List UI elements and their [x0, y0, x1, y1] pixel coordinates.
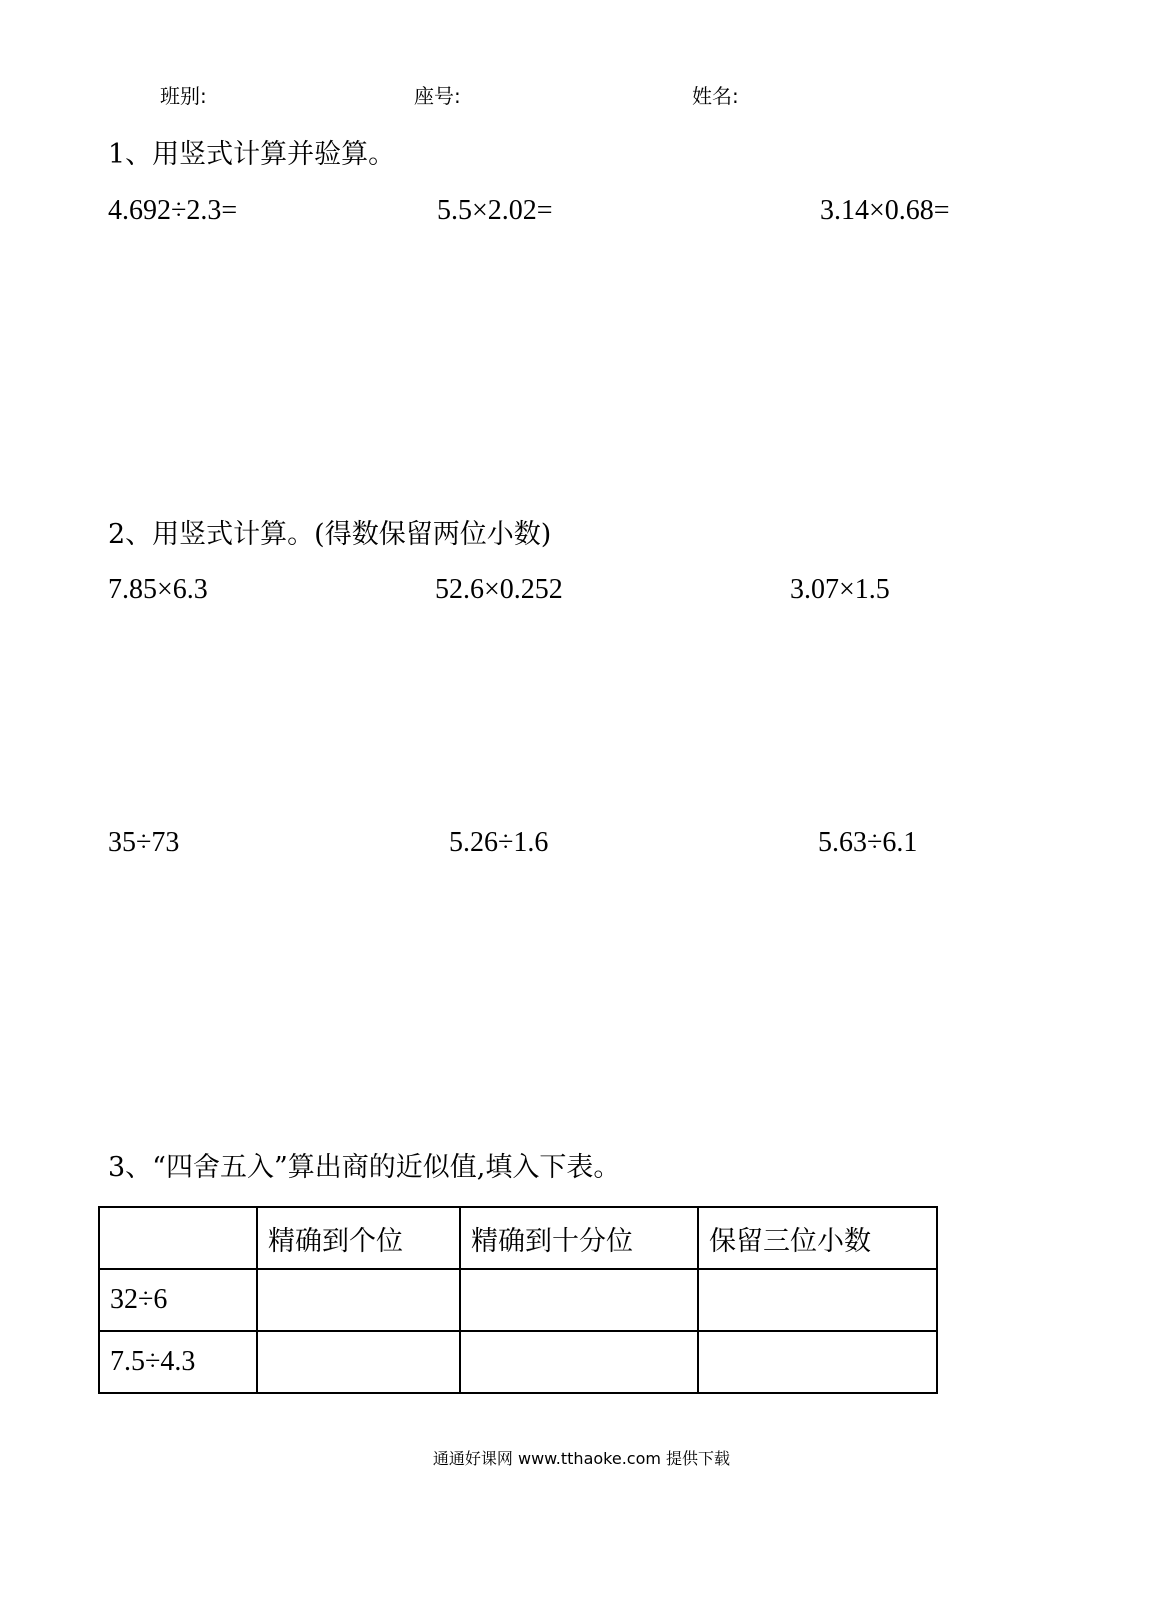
q1-expression-3: 3.14×0.68=	[820, 195, 950, 226]
name-label: 姓名:	[692, 84, 739, 108]
q2-expression-2: 52.6×0.252	[435, 574, 563, 605]
table-header-cell-ones: 精确到个位	[257, 1207, 460, 1269]
q2-expression-5: 5.26÷1.6	[449, 827, 549, 858]
table-cell-answer	[698, 1269, 937, 1331]
class-label: 班别:	[160, 84, 207, 108]
table-cell-answer	[460, 1331, 698, 1393]
question-2-title: 2、用竖式计算。(得数保留两位小数)	[108, 519, 552, 550]
table-cell-answer	[460, 1269, 698, 1331]
q1-expression-2: 5.5×2.02=	[437, 195, 553, 226]
approximation-table	[98, 1206, 938, 1394]
table-cell-answer	[257, 1331, 460, 1393]
table-header-row	[99, 1207, 937, 1269]
question-3-title: 3、“四舍五入”算出商的近似值,填入下表。	[108, 1152, 621, 1183]
table-row-label: 32÷6	[99, 1269, 257, 1331]
table-row	[99, 1269, 937, 1331]
q2-expression-4: 35÷73	[108, 827, 180, 858]
table-header-cell-tenths: 精确到十分位	[460, 1207, 698, 1269]
q2-expression-1: 7.85×6.3	[108, 574, 208, 605]
q2-expression-6: 5.63÷6.1	[818, 827, 918, 858]
table-header-cell-three-decimals: 保留三位小数	[698, 1207, 937, 1269]
table-cell-answer	[698, 1331, 937, 1393]
seat-label: 座号:	[414, 84, 461, 108]
table-cell-answer	[257, 1269, 460, 1331]
table-row-label: 7.5÷4.3	[99, 1331, 257, 1393]
q1-expression-1: 4.692÷2.3=	[108, 195, 238, 226]
table-header-cell-empty	[99, 1207, 257, 1269]
question-1-title: 1、用竖式计算并验算。	[108, 139, 396, 170]
footer-text: 通通好课网 www.tthaoke.com 提供下载	[432, 1449, 731, 1468]
q2-expression-3: 3.07×1.5	[790, 574, 890, 605]
table-row	[99, 1331, 937, 1393]
